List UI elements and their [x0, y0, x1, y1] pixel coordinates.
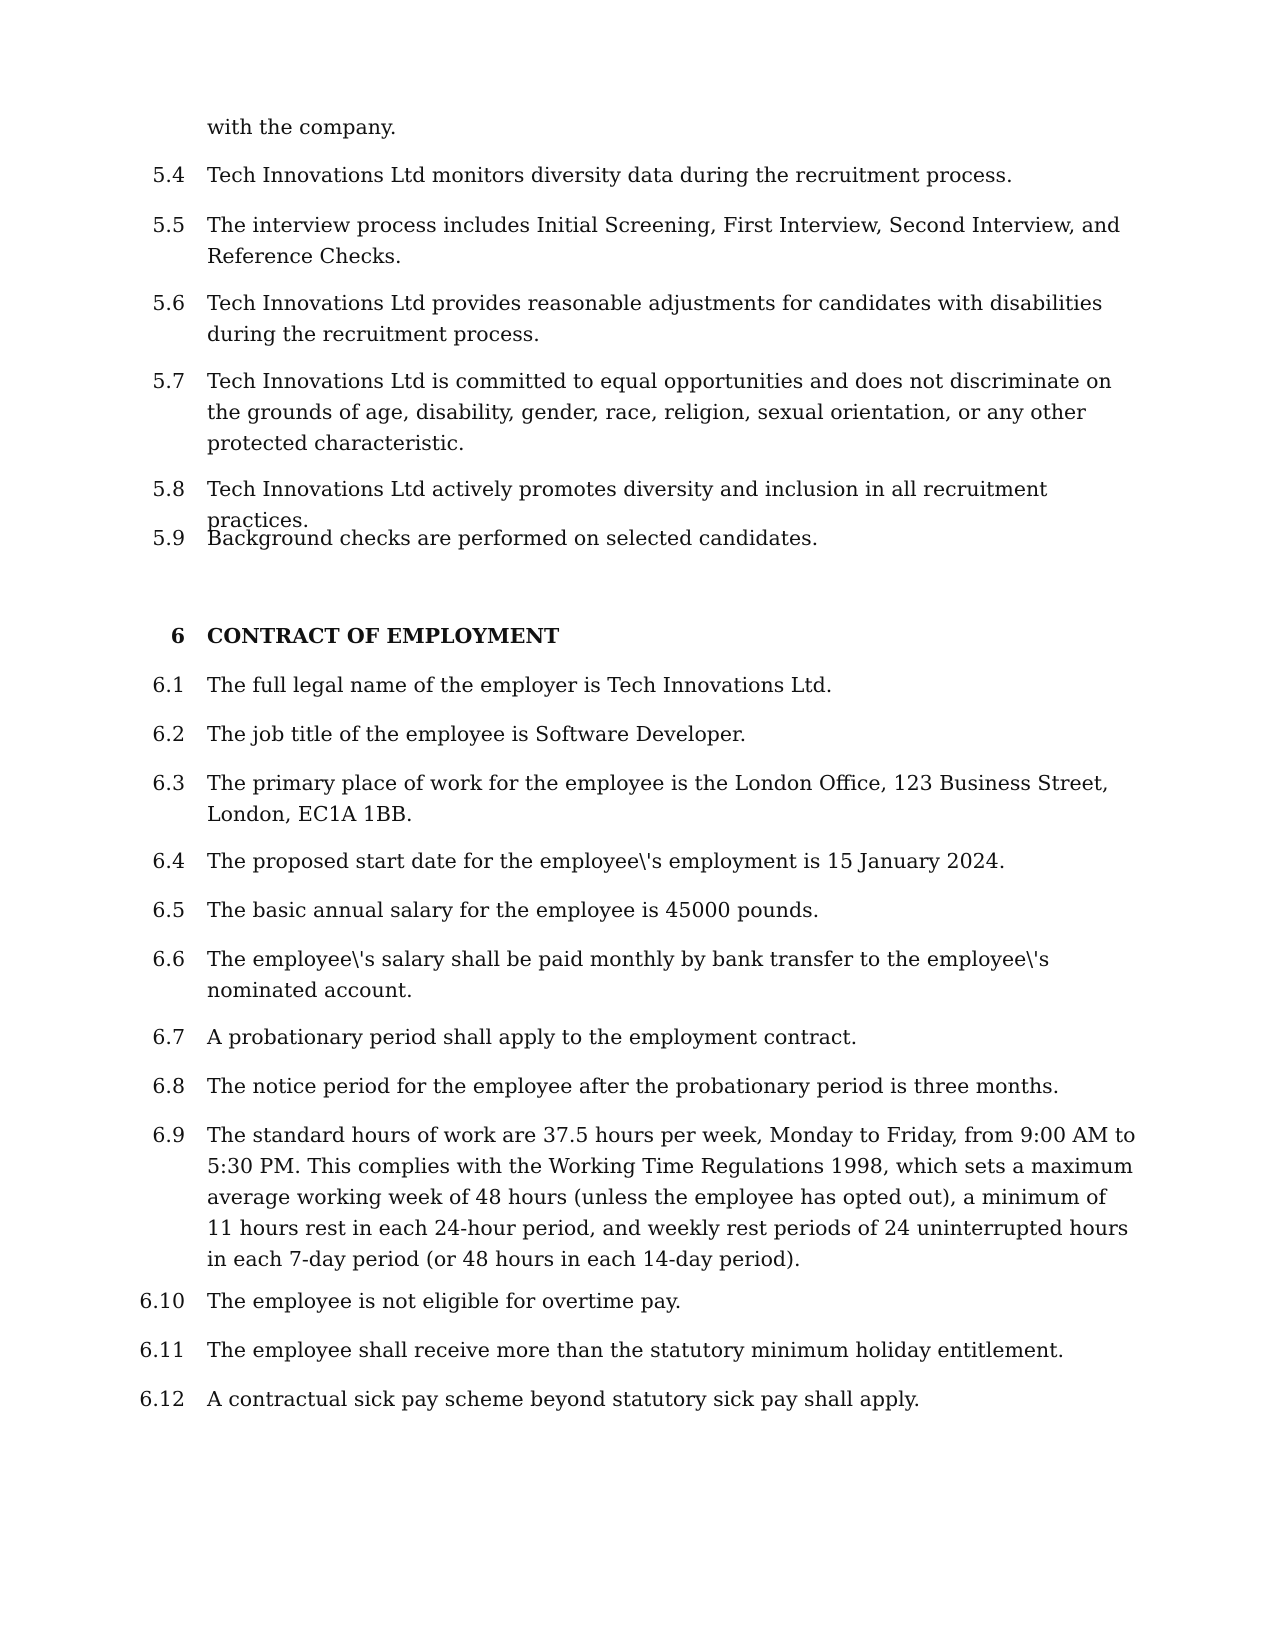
clause-text: The basic annual salary for the employee is 45000 pounds.	[207, 898, 820, 922]
clause-text: The employee\'s salary shall be paid monthly by bank transfer to the employee\'s nominated account.	[207, 947, 1050, 1002]
clause-number: 6.5	[152, 898, 185, 922]
clause-text: The standard hours of work are 37.5 hours per week, Monday to Friday, from 9:00 AM to 5:30 PM. This complies with the Working Time Regulations 1998, which sets a maximum average working week of 48 hours (unless the employee has opted out), a minimum of 11 hours rest in each 24-hour period, and weekly rest periods of 24 uninterrupted hours in each 7-day period (or 48 hours in each 14-day period).	[207, 1123, 1136, 1271]
clause-text: A contractual sick pay scheme beyond statutory sick pay shall apply.	[207, 1387, 921, 1411]
clause-number: 6.12	[139, 1387, 185, 1411]
clause-text: The job title of the employee is Software Developer.	[207, 722, 747, 746]
clause-number: 5.6	[152, 291, 185, 315]
clause-number: 6.8	[152, 1074, 185, 1098]
clause-text: A probationary period shall apply to the employment contract.	[207, 1025, 858, 1049]
clause-number: 6.3	[152, 771, 185, 795]
clause-text: Tech Innovations Ltd monitors diversity data during the recruitment process.	[207, 163, 1013, 187]
clause-text: The employee shall receive more than the statutory minimum holiday entitlement.	[207, 1338, 1065, 1362]
clause-text: Tech Innovations Ltd is committed to equal opportunities and does not discriminate on the grounds of age, disability, gender, race, religion, sexual orientation, or any other protected characteristic.	[207, 369, 1112, 455]
clause-number: 5.5	[152, 213, 185, 237]
clause-number: 6.9	[152, 1123, 185, 1147]
clause-number: 6.7	[152, 1025, 185, 1049]
clause-number: 6.10	[139, 1289, 185, 1313]
clause-continuation: with the company.	[207, 115, 397, 139]
clause-text: Tech Innovations Ltd provides reasonable adjustments for candidates with disabilities during the recruitment process.	[207, 291, 1103, 346]
clause-number: 5.7	[152, 369, 185, 393]
clause-text: The primary place of work for the employee is the London Office, 123 Business Street, London, EC1A 1BB.	[207, 771, 1109, 826]
clause-text: The proposed start date for the employee\'s employment is 15 January 2024.	[207, 849, 1006, 873]
section-number: 6	[170, 624, 185, 648]
clause-text: The full legal name of the employer is Tech Innovations Ltd.	[207, 673, 833, 697]
clause-text: Tech Innovations Ltd actively promotes diversity and inclusion in all recruitment practices.	[207, 477, 1048, 532]
clause-number: 5.9	[152, 526, 185, 550]
clause-number: 6.2	[152, 722, 185, 746]
section-title: CONTRACT OF EMPLOYMENT	[207, 624, 560, 648]
clause-number: 5.4	[152, 163, 185, 187]
clause-number: 6.6	[152, 947, 185, 971]
clause-text: Background checks are performed on selected candidates.	[207, 526, 819, 550]
clause-number: 5.8	[152, 477, 185, 501]
clause-number: 6.1	[152, 673, 185, 697]
clause-number: 6.11	[139, 1338, 185, 1362]
clause-text: The employee is not eligible for overtime pay.	[207, 1289, 682, 1313]
clause-text: The interview process includes Initial Screening, First Interview, Second Interview, and Reference Checks.	[207, 213, 1121, 268]
clause-number: 6.4	[152, 849, 185, 873]
clause-text: The notice period for the employee after the probationary period is three months.	[207, 1074, 1060, 1098]
